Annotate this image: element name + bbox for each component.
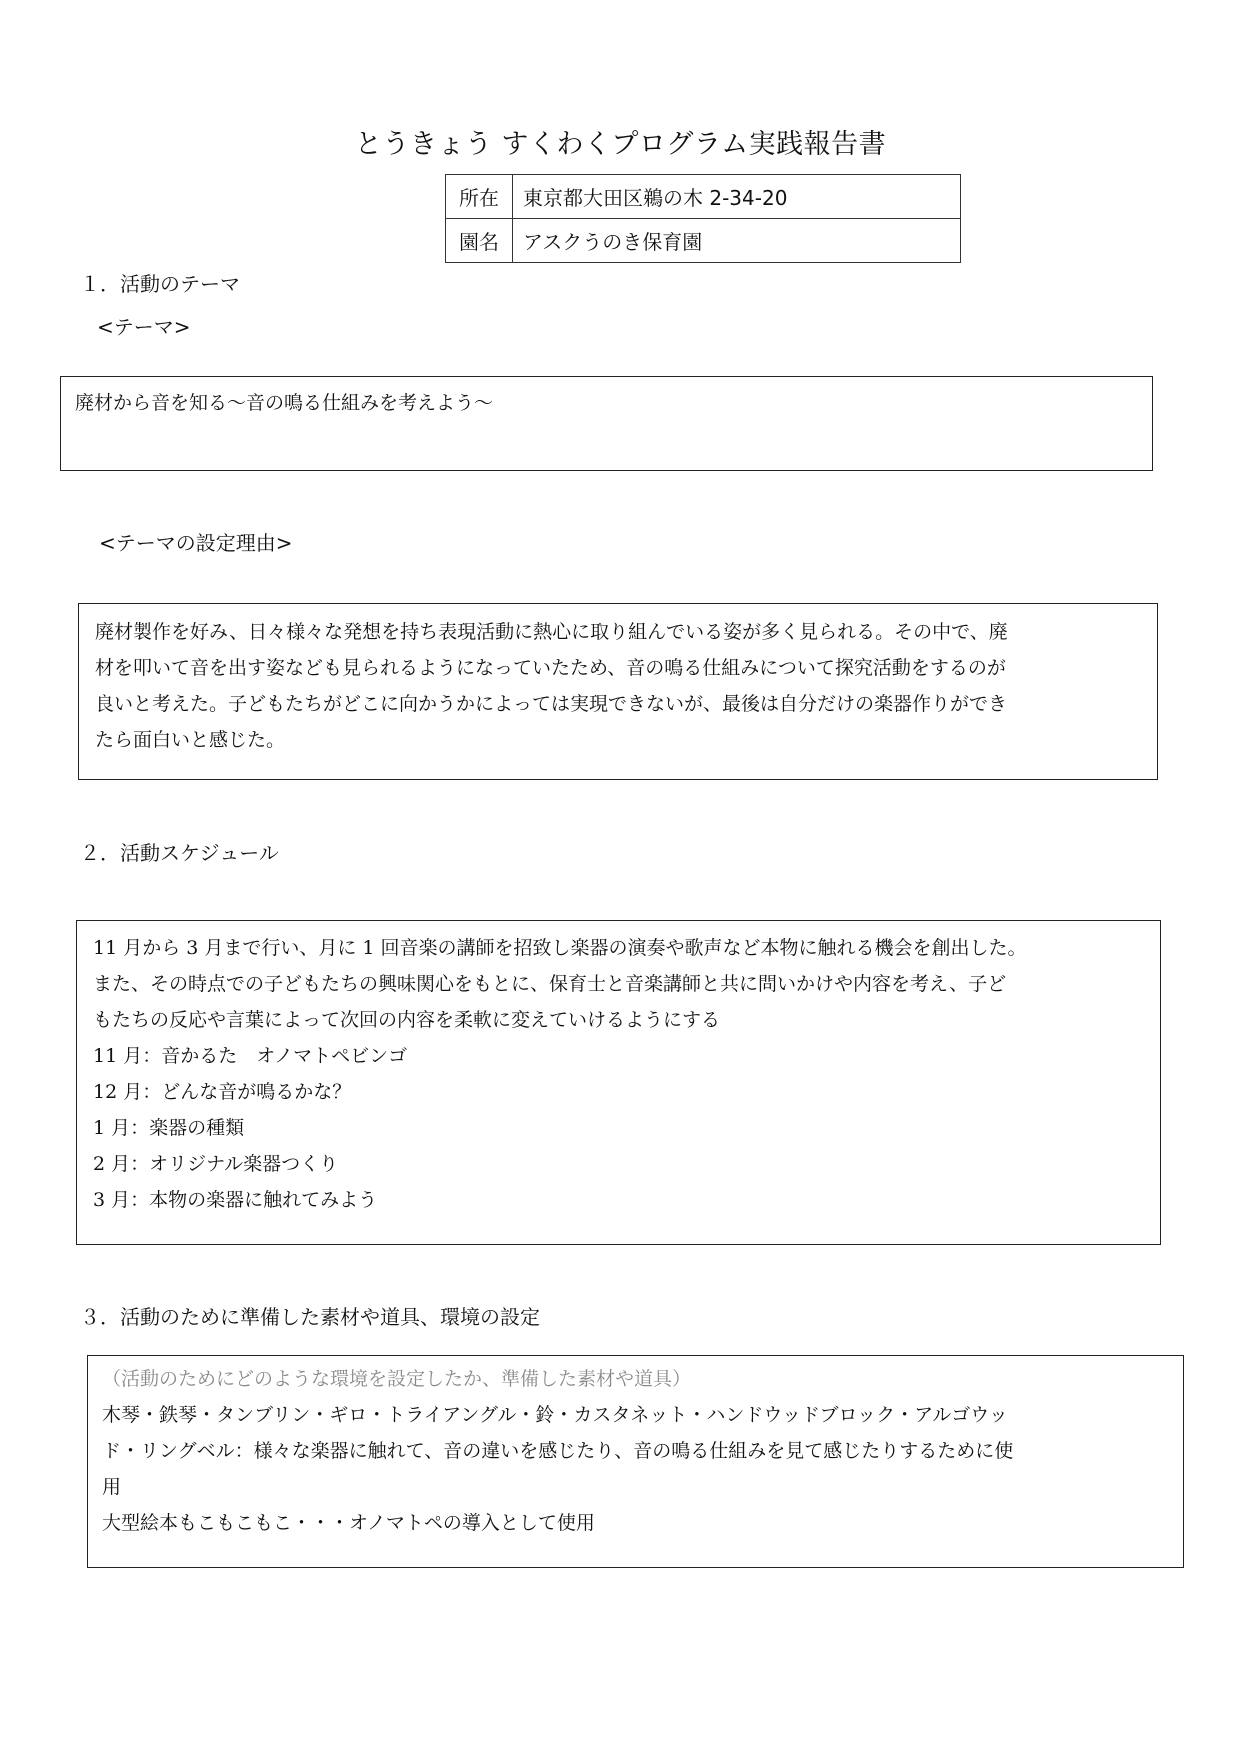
section1-heading: １．活動のテーマ xyxy=(80,272,240,296)
materials-line: 木琴・鉄琴・タンブリン・ギロ・トライアングル・鈴・カスタネット・ハンドウッドブロック・アルゴウッ xyxy=(102,1404,1008,1426)
materials-hint: （活動のためにどのような環境を設定したか、準備した素材や道具） xyxy=(102,1368,692,1390)
schedule-line: もたちの反応や言葉によって次回の内容を柔軟に変えていけるようにする xyxy=(93,1009,721,1031)
theme-text: 廃材から音を知る～音の鳴る仕組みを考えよう～ xyxy=(75,392,494,414)
schedule-item: 3 月：本物の楽器に触れてみよう xyxy=(93,1189,378,1211)
location-value: 東京都大田区鵜の木 2-34-20 xyxy=(513,175,961,219)
location-label: 所在 xyxy=(446,175,513,219)
reason-line: 材を叩いて音を出す姿なども見られるようになっていたため、音の鳴る仕組みについて探究活動をするのが xyxy=(95,657,1006,679)
schedule-line: また、その時点での子どもたちの興味関心をもとに、保育士と音楽講師と共に問いかけや内容を考え、子ど xyxy=(93,973,1007,995)
name-value: アスクうのき保育園 xyxy=(513,219,961,263)
schedule-item: 1 月：楽器の種類 xyxy=(93,1117,245,1139)
materials-line: 用 xyxy=(102,1476,122,1498)
theme-box xyxy=(60,376,1153,471)
name-label: 園名 xyxy=(446,219,513,263)
schedule-item: 11 月：音かるた オノマトペビンゴ xyxy=(93,1045,408,1067)
schedule-line: 11 月から 3 月まで行い、月に 1 回音楽の講師を招致し楽器の演奏や歌声など本物に触れる機会を創出した。 xyxy=(93,937,1027,959)
materials-box xyxy=(87,1355,1184,1568)
materials-line: ド・リングベル：様々な楽器に触れて、音の違いを感じたり、音の鳴る仕組みを見て感じたりするために使 xyxy=(102,1440,1014,1462)
reason-label: <テーマの設定理由> xyxy=(99,531,293,555)
name-row xyxy=(446,219,961,263)
info-table xyxy=(445,174,961,263)
reason-line: 廃材製作を好み、日々様々な発想を持ち表現活動に熱心に取り組んでいる姿が多く見られる。その中で、廃 xyxy=(95,621,1008,643)
theme-label: <テーマ> xyxy=(97,315,191,339)
schedule-box xyxy=(76,920,1161,1245)
section2-heading: ２．活動スケジュール xyxy=(80,841,279,865)
document-title: とうきょう すくわくプログラム実践報告書 xyxy=(354,129,887,160)
reason-box xyxy=(78,603,1158,780)
reason-line: たら面白いと感じた。 xyxy=(95,729,286,751)
schedule-item: 12 月：どんな音が鳴るかな？ xyxy=(93,1081,352,1103)
section3-heading: ３．活動のために準備した素材や道具、環境の設定 xyxy=(80,1305,540,1329)
reason-line: 良いと考えた。子どもたちがどこに向かうかによっては実現できないが、最後は自分だけの楽器作りができ xyxy=(95,693,1008,715)
schedule-item: 2 月：オリジナル楽器つくり xyxy=(93,1153,339,1175)
materials-line: 大型絵本もこもこもこ・・・オノマトペの導入として使用 xyxy=(102,1512,595,1534)
location-row xyxy=(446,175,961,219)
